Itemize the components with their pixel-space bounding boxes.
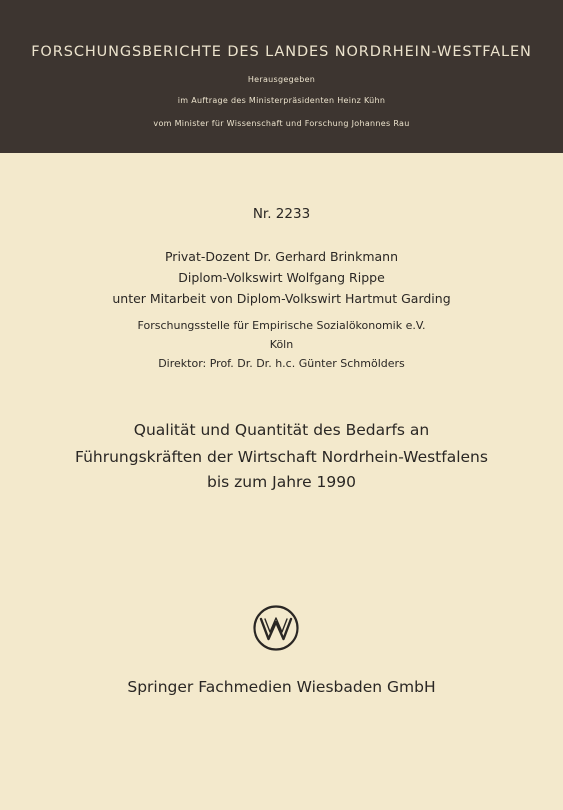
author-line: Diplom-Volkswirt Wolfgang Rippe <box>178 270 385 285</box>
cover-body <box>0 153 563 810</box>
commission-line: im Auftrage des Ministerpräsidenten Heinz Kühn <box>177 96 386 105</box>
publisher-logo-icon <box>252 604 300 652</box>
institute-director: Direktor: Prof. Dr. Dr. h.c. Günter Schmölders <box>158 357 405 370</box>
series-title: FORSCHUNGSBERICHTE DES LANDES NORDRHEIN-WESTFALEN <box>31 44 532 60</box>
book-title-line: Qualität und Quantität des Bedarfs an <box>133 421 430 439</box>
collaborator-line: unter Mitarbeit von Diplom-Volkswirt Hartmut Garding <box>112 291 451 306</box>
series-header-band <box>0 0 563 153</box>
minister-line: vom Minister für Wissenschaft und Forschung Johannes Rau <box>153 119 410 128</box>
publisher-name: Springer Fachmedien Wiesbaden GmbH <box>127 678 436 696</box>
report-number: Nr. 2233 <box>252 206 311 222</box>
institute-name: Forschungsstelle für Empirische Sozialökonomik e.V. <box>137 319 426 332</box>
author-line: Privat-Dozent Dr. Gerhard Brinkmann <box>164 249 399 264</box>
institute-city: Köln <box>269 338 294 351</box>
book-title-line: Führungskräften der Wirtschaft Nordrhein-Westfalens <box>75 448 488 466</box>
published-by-label: Herausgegeben <box>247 75 316 84</box>
book-title-line: bis zum Jahre 1990 <box>207 473 356 491</box>
